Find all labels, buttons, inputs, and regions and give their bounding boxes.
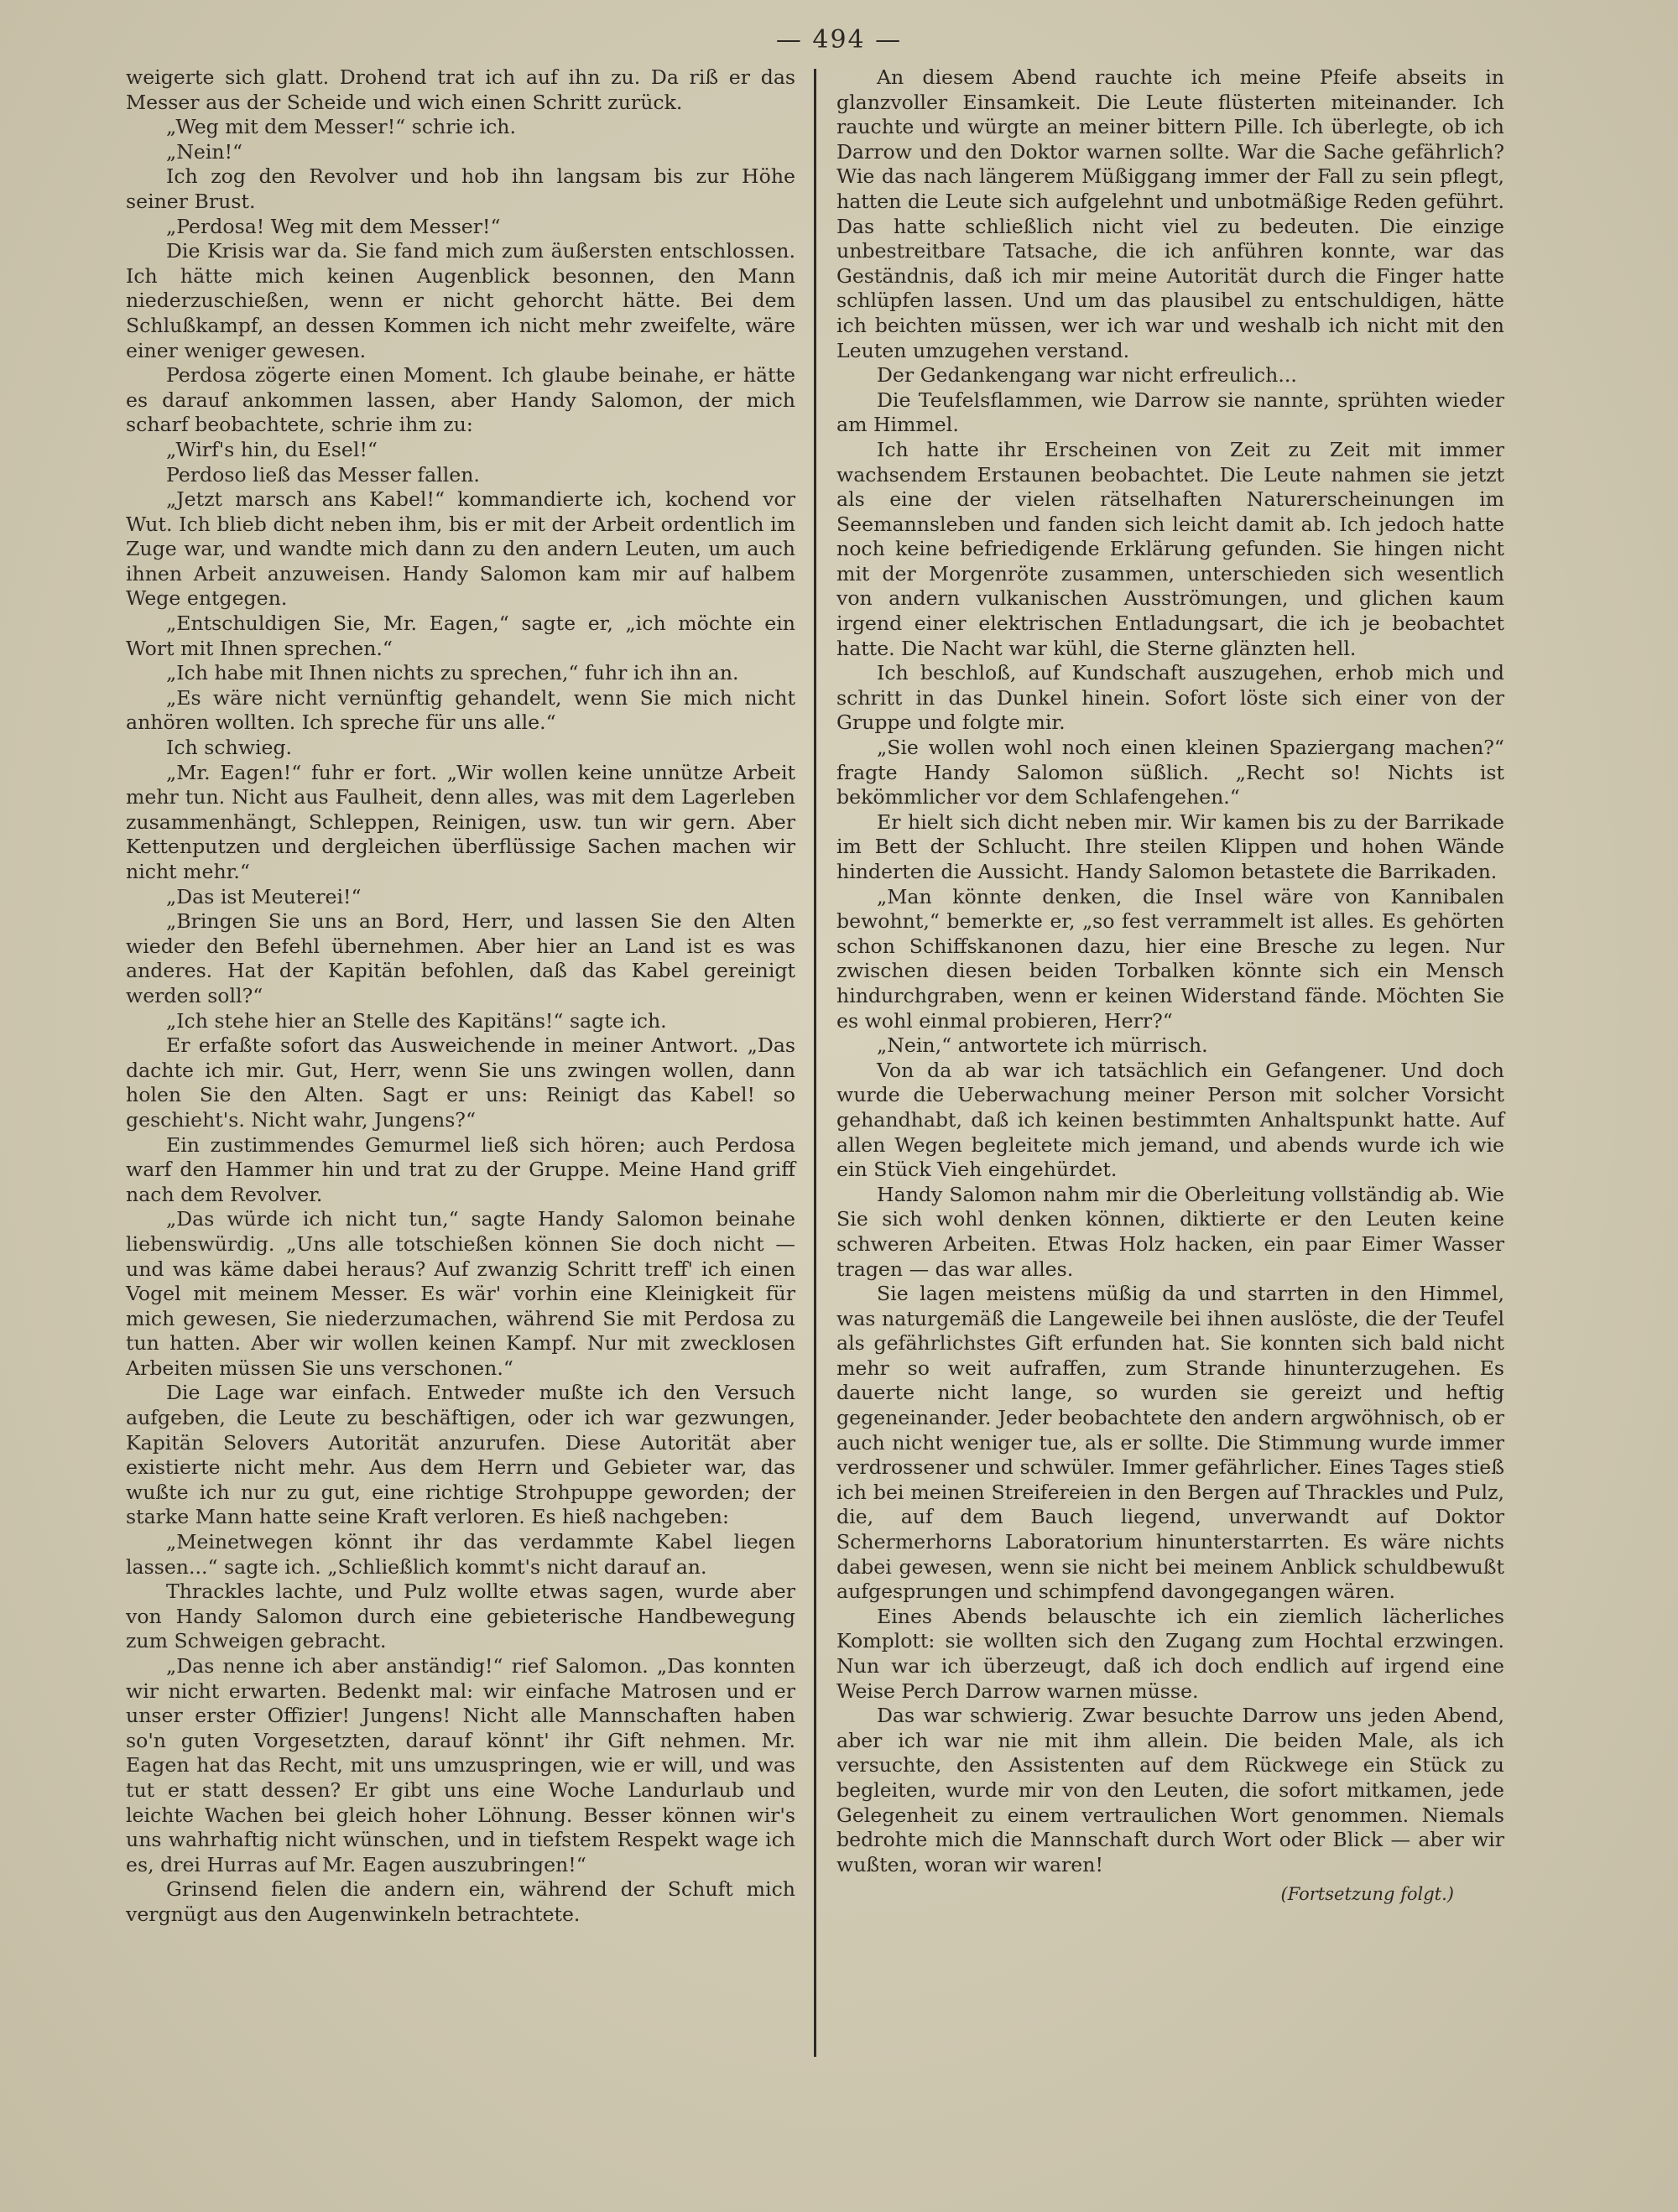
paragraph: „Ich stehe hier an Stelle des Kapitäns!“ sagte ich. [166, 1008, 667, 1033]
paragraph: „Ich habe mit Ihnen nichts zu sprechen,“ fuhr ich ihn an. [166, 661, 739, 685]
paragraph: Handy Salomon nahm mir die Oberleitung vollständig ab. Wie Sie sich wohl denken können, diktierte er den Leuten keine schweren Arbeiten. Etwas Holz hacken, ein paar Eimer Wasser tragen — das war alles. [836, 1182, 1504, 1281]
paragraph: An diesem Abend rauchte ich meine Pfeife abseits in glanzvoller Einsamkeit. Die Leute flüsterten miteinander. Ich rauchte und würgte an meiner bittern Pille. Ich überlegte, ob ich Darrow und den Doktor warnen sollte. War die Sache gefährlich? Wie das nach längerem Müßiggang immer der Fall zu sein pflegt, hatten die Leute sich aufgelehnt und unbotmäßige Reden geführt. Das hatte schließlich nicht viel zu bedeuten. Die einzige unbestreitbare Tatsache, die ich anführen konnte, war das Geständnis, daß ich mir meine Autorität durch die Finger hatte schlüpfen lassen. Und um das plausibel zu entschuldigen, hätte ich beichten müssen, wer ich war und weshalb ich nicht mit den Leuten umzugehen verstand. [836, 65, 1504, 362]
paragraph: Perdosa zögerte einen Moment. Ich glaube beinahe, er hätte es darauf ankommen lassen, aber Handy Salomon, der mich scharf beobachtete, schrie ihm zu: [126, 363, 795, 437]
paragraph: „Es wäre nicht vernünftig gehandelt, wenn Sie mich nicht anhören wollten. Ich spreche für uns alle.“ [126, 685, 795, 735]
paragraph: „Meinetwegen könnt ihr das verdammte Kabel liegen lassen...“ sagte ich. „Schließlich kommt's nicht darauf an. [126, 1530, 795, 1579]
paragraph: Ich beschloß, auf Kundschaft auszugehen, erhob mich und schritt in das Dunkel hinein. Sofort löste sich einer von der Gruppe und folgte mir. [836, 661, 1504, 735]
paragraph: Ich hatte ihr Erscheinen von Zeit zu Zeit mit immer wachsendem Erstaunen beobachtet. Die Leute nahmen sie jetzt als eine der vielen rätselhaften Naturerscheinungen im Seemannsleben und fanden sich leicht damit ab. Ich jedoch hatte noch keine befriedigende Erklärung gefunden. Sie hingen nicht mit der Morgenröte zusammen, unterschieden sich wesentlich von andern vulkanischen Ausströmungen, und glichen kaum irgend einer elektrischen Entladungsart, die ich je beobachtet hatte. Die Nacht war kühl, die Sterne glänzten hell. [836, 437, 1504, 660]
paragraph: Die Krisis war da. Sie fand mich zum äußersten entschlossen. Ich hätte mich keinen Augenblick besonnen, den Mann niederzuschießen, wenn er nicht gehorcht hätte. Bei dem Schlußkampf, an dessen Kommen ich nicht mehr zweifelte, wäre einer weniger gewesen. [126, 239, 795, 362]
paragraph: „Wirf's hin, du Esel!“ [166, 437, 378, 461]
paragraph: „Sie wollen wohl noch einen kleinen Spaziergang machen?“ fragte Handy Salomon süßlich. „Recht so! Nichts ist bekömmlicher vor dem Schlafengehen.“ [836, 736, 1504, 809]
paragraph: „Nein,“ antwortete ich mürrisch. [877, 1033, 1208, 1058]
paragraph: Der Gedankengang war nicht erfreulich... [877, 363, 1297, 388]
paragraph: Ein zustimmendes Gemurmel ließ sich hören; auch Perdosa warf den Hammer hin und trat zu der Gruppe. Meine Hand griff nach dem Revolver. [126, 1132, 795, 1206]
paragraph: Die Lage war einfach. Entweder mußte ich den Versuch aufgeben, die Leute zu beschäftigen, oder ich war gezwungen, Kapitän Selovers Autorität anzurufen. Diese Autorität aber existierte nicht mehr. Aus dem Herrn und Gebieter war, das wußte ich nur zu gut, eine richtige Strohpuppe geworden; der starke Mann hatte seine Kraft verloren. Es hieß nachgeben: [126, 1381, 795, 1529]
right-column [816, 65, 1504, 2057]
paragraph: „Das nenne ich aber anständig!“ rief Salomon. „Das konnten wir nicht erwarten. Bedenkt mal: wir einfache Matrosen und er unser erster Offizier! Jungens! Nicht alle Mannschaften haben so'n guten Vorgesetzten, darauf könnt' ihr Gift nehmen. Mr. Eagen hat das Recht, mit uns umzuspringen, wie er will, und was tut er statt dessen? Er gibt uns eine Woche Landurlaub und leichte Wachen bei gleich hoher Löhnung. Besser können wir's uns wahrhaftig nicht wünschen, und in tiefstem Respekt wage ich es, drei Hurras auf Mr. Eagen auszubringen!“ [126, 1654, 795, 1876]
paragraph: Das war schwierig. Zwar besuchte Darrow uns jeden Abend, aber ich war nie mit ihm allein. Die beiden Male, als ich versuchte, den Assistenten auf dem Rückwege ein Stück zu begleiten, wurde mir von den Leuten, die sofort mitkamen, jede Gelegenheit zu einem vertraulichen Wort genommen. Niemals bedrohte mich die Mannschaft durch Wort oder Blick — aber wir wußten, woran wir waren! [836, 1704, 1504, 1876]
paragraph: „Mr. Eagen!“ fuhr er fort. „Wir wollen keine unnütze Arbeit mehr tun. Nicht aus Faulheit, denn alles, was mit dem Lagerleben zusammenhängt, Schleppen, Reinigen, usw. tun wir gern. Aber Kettenputzen und dergleichen überflüssige Sachen machen wir nicht mehr.“ [126, 760, 795, 883]
paragraph: „Das ist Meuterei!“ [166, 884, 362, 908]
paragraph: Perdoso ließ das Messer fallen. [166, 462, 480, 487]
paragraph: „Das würde ich nicht tun,“ sagte Handy Salomon beinahe liebenswürdig. „Uns alle totschießen können Sie doch nicht — und was käme dabei heraus? Auf zwanzig Schritt treff' ich einen Vogel mit meinem Messer. Es wär' vorhin eine Kleinigkeit für mich gewesen, Sie niederzumachen, während Sie mit Perdosa zu tun hatten. Aber wir wollen keinen Kampf. Nur mit zwecklosen Arbeiten müssen Sie uns verschonen.“ [126, 1207, 795, 1380]
paragraph: weigerte sich glatt. Drohend trat ich auf ihn zu. Da riß er das Messer aus der Scheide und wich einen Schritt zurück. [126, 65, 795, 114]
paragraph: Von da ab war ich tatsächlich ein Gefangener. Und doch wurde die Ueberwachung meiner Person mit solcher Vorsicht gehandhabt, daß ich keinen bestimmten Anhaltspunkt hatte. Auf allen Wegen begleitete mich jemand, und abends wurde ich wie ein Stück Vieh eingehürdet. [836, 1058, 1504, 1182]
paragraph: Er hielt sich dicht neben mir. Wir kamen bis zu der Barrikade im Bett der Schlucht. Ihre steilen Klippen und hohen Wände hinderten die Aussicht. Handy Salomon betastete die Barrikaden. [836, 809, 1504, 883]
paragraph: Thrackles lachte, und Pulz wollte etwas sagen, wurde aber von Handy Salomon durch eine gebieterische Handbewegung zum Schweigen gebracht. [126, 1580, 795, 1653]
paragraph: Eines Abends belauschte ich ein ziemlich lächerliches Komplott: sie wollten sich den Zugang zum Hochtal erzwingen. Nun war ich überzeugt, daß ich doch endlich auf irgend eine Weise Perch Darrow warnen müsse. [836, 1604, 1504, 1703]
paragraph: „Weg mit dem Messer!“ schrie ich. [166, 115, 516, 139]
continuation-note: (Fortsetzung folgt.) [1280, 1884, 1454, 1905]
paragraph: „Jetzt marsch ans Kabel!“ kommandierte ich, kochend vor Wut. Ich blieb dicht neben ihm, bis er mit der Arbeit ordentlich im Zuge war, und wandte mich dann zu den andern Leuten, um auch ihnen Arbeit anzuweisen. Handy Salomon kam mir auf halbem Wege entgegen. [126, 487, 795, 611]
paragraph: Ich zog den Revolver und hob ihn langsam bis zur Höhe seiner Brust. [126, 164, 795, 213]
left-column [126, 65, 814, 2057]
paragraph: Sie lagen meistens müßig da und starrten in den Himmel, was naturgemäß die Langeweile bei ihnen auslöste, die der Teufel als gefährlichstes Gift erfunden hat. Sie konnten sich bald nicht mehr so weit aufraffen, zum Strande hinunterzugehen. Es dauerte nicht lange, so wurden sie gereizt und heftig gegeneinander. Jeder beobachtete den andern argwöhnisch, ob er auch nicht weniger tue, als er sollte. Die Stimmung wurde immer verdrossener und schwüler. Immer gefährlicher. Eines Tages stieß ich bei meinen Streifereien in den Bergen auf Thrackles und Pulz, die, auf dem Bauch liegend, unverwandt auf Doktor Schermerhorns Laboratorium hinunterstarrten. Es wäre nichts dabei gewesen, wenn sie nicht bei meinem Anblick schuldbewußt aufgesprungen und schimpfend davongegangen wären. [836, 1282, 1504, 1604]
paragraph: Ich schwieg. [166, 736, 293, 760]
paragraph: „Entschuldigen Sie, Mr. Eagen,“ sagte er, „ich möchte ein Wort mit Ihnen sprechen.“ [126, 612, 795, 660]
paragraph: Grinsend fielen die andern ein, während der Schuft mich vergnügt aus den Augenwinkeln betrachtete. [126, 1877, 795, 1926]
paragraph: „Nein!“ [166, 139, 243, 164]
page-number: — 494 — [775, 25, 903, 55]
paragraph: Er erfaßte sofort das Ausweichende in meiner Antwort. „Das dachte ich mir. Gut, Herr, wenn Sie uns zwingen wollen, dann holen Sie den Alten. Sagt er uns: Reinigt das Kabel! so geschieht's. Nicht wahr, Jungens?“ [126, 1033, 795, 1132]
right-column-body [836, 65, 1504, 1877]
paragraph: Die Teufelsflammen, wie Darrow sie nannte, sprühten wieder am Himmel. [836, 388, 1504, 437]
text-columns [126, 65, 1552, 2057]
paragraph: „Man könnte denken, die Insel wäre von Kannibalen bewohnt,“ bemerkte er, „so fest verrammelt ist alles. Es gehörten schon Schiffskanonen dazu, hier eine Bresche zu legen. Nur zwischen diesen beiden Torbalken könnte sich ein Mensch hindurchgraben, wenn er keinen Widerstand fände. Möchten Sie es wohl einmal probieren, Herr?“ [836, 884, 1504, 1033]
paragraph: „Perdosa! Weg mit dem Messer!“ [166, 214, 501, 238]
paragraph: „Bringen Sie uns an Bord, Herr, und lassen Sie den Alten wieder den Befehl übernehmen. Aber hier an Land ist es was anderes. Hat der Kapitän befohlen, daß das Kabel gereinigt werden soll?“ [126, 909, 795, 1007]
